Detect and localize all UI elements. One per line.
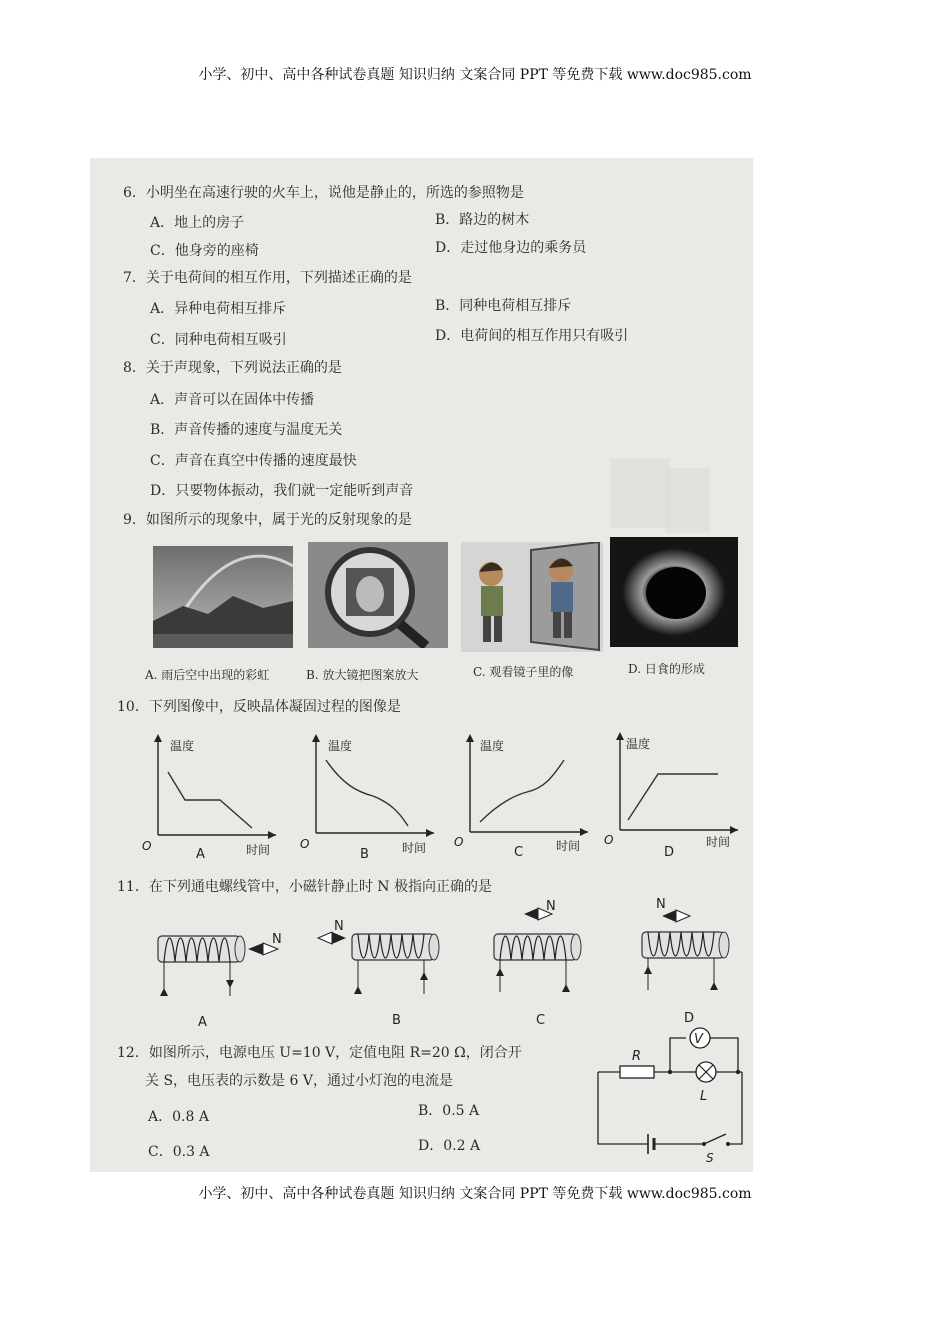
question-9-caption-d: D. 日食的形成 <box>628 662 705 676</box>
graph-b-letter: B <box>360 847 369 860</box>
graph-d-y-label: 温度 <box>626 737 651 751</box>
question-8-option-d: D．只要物体振动，我们就一定能听到声音 <box>150 483 414 499</box>
mirror-photo <box>461 542 603 652</box>
solenoid-c-pole: N <box>546 899 556 914</box>
rainbow-photo <box>153 546 293 648</box>
graph-b-x-label: 时间 <box>402 841 427 855</box>
graph-a-letter: A <box>196 847 205 860</box>
question-6-option-c: C．他身旁的座椅 <box>150 243 259 259</box>
switch-label: S <box>706 1151 714 1165</box>
graph-c-origin: O <box>454 835 464 849</box>
eclipse-photo <box>610 537 738 647</box>
question-8-option-c: C．声音在真空中传播的速度最快 <box>150 453 357 469</box>
question-6-option-b: B．路边的树木 <box>435 212 530 228</box>
resistor-label: R <box>632 1049 642 1064</box>
question-8-option-a: A．声音可以在固体中传播 <box>150 392 315 408</box>
question-9-caption-c: C. 观看镜子里的像 <box>473 665 574 679</box>
graph-d-letter: D <box>664 845 675 860</box>
solenoid-b <box>312 908 452 1028</box>
graph-d <box>602 730 742 860</box>
question-8-stem: 8．关于声现象，下列说法正确的是 <box>123 360 342 376</box>
solenoid-a-letter: A <box>198 1015 207 1030</box>
question-12-stem-line2: 关 S，电压表的示数是 6 V，通过小灯泡的电流是 <box>145 1073 453 1089</box>
graph-a-origin: O <box>142 839 152 853</box>
solenoid-c <box>484 898 594 1028</box>
graph-a-y-label: 温度 <box>170 739 195 753</box>
graph-c-x-label: 时间 <box>556 839 581 853</box>
graph-b-origin: O <box>300 837 310 851</box>
lamp-label: L <box>700 1089 708 1104</box>
question-12-option-a: A．0.8 A <box>148 1109 209 1125</box>
solenoid-d-letter: D <box>684 1011 695 1026</box>
bleed-through-mark <box>665 468 710 533</box>
solenoid-b-pole: N <box>334 919 344 934</box>
question-12-option-b: B．0.5 A <box>418 1103 480 1119</box>
footer-banner: 小学、初中、高中各种试卷真题 知识归纳 文案合同 PPT 等免费下载 www.doc985.com <box>198 1186 752 1202</box>
solenoid-b-letter: B <box>392 1013 401 1028</box>
question-11-stem: 11．在下列通电螺线管中，小磁针静止时 N 极指向正确的是 <box>117 879 492 895</box>
scanned-exam-page <box>90 158 753 1172</box>
question-10-stem: 10．下列图像中，反映晶体凝固过程的图像是 <box>117 699 401 715</box>
graph-b <box>298 730 438 860</box>
solenoid-a-pole: N <box>272 932 282 947</box>
solenoid-d-pole: N <box>656 897 666 912</box>
circuit-diagram <box>590 1020 750 1165</box>
graph-b-y-label: 温度 <box>328 739 353 753</box>
question-9-caption-a: A. 雨后空中出现的彩虹 <box>145 668 270 682</box>
graph-a-x-label: 时间 <box>246 843 271 857</box>
magnifier-photo <box>308 542 448 648</box>
question-6-stem: 6．小明坐在高速行驶的火车上，说他是静止的，所选的参照物是 <box>123 185 524 201</box>
question-7-option-d: D．电荷间的相互作用只有吸引 <box>435 328 629 344</box>
graph-c-y-label: 温度 <box>480 739 505 753</box>
header-banner: 小学、初中、高中各种试卷真题 知识归纳 文案合同 PPT 等免费下载 www.doc985.com <box>198 67 752 83</box>
question-9-caption-b: B. 放大镜把图案放大 <box>306 668 419 682</box>
question-12-option-c: C．0.3 A <box>148 1144 210 1160</box>
graph-c <box>452 730 592 860</box>
question-9-stem: 9．如图所示的现象中，属于光的反射现象的是 <box>123 512 412 528</box>
question-6-option-a: A．地上的房子 <box>150 215 245 231</box>
graph-d-origin: O <box>604 833 614 847</box>
question-7-option-c: C．同种电荷相互吸引 <box>150 332 287 348</box>
graph-a <box>140 730 280 860</box>
question-7-option-a: A．异种电荷相互排斥 <box>150 301 287 317</box>
graph-d-x-label: 时间 <box>706 835 731 849</box>
question-12-option-d: D．0.2 A <box>418 1138 481 1154</box>
voltmeter-label: V <box>694 1032 703 1047</box>
solenoid-d <box>632 894 742 1026</box>
question-6-option-d: D．走过他身边的乘务员 <box>435 240 587 256</box>
question-12-stem-line1: 12．如图所示，电源电压 U=10 V，定值电阻 R=20 Ω，闭合开 <box>117 1045 522 1061</box>
solenoid-a <box>150 910 290 1030</box>
question-7-option-b: B．同种电荷相互排斥 <box>435 298 572 314</box>
question-8-option-b: B．声音传播的速度与温度无关 <box>150 422 343 438</box>
solenoid-c-letter: C <box>536 1013 546 1028</box>
graph-c-letter: C <box>514 845 524 860</box>
question-7-stem: 7．关于电荷间的相互作用，下列描述正确的是 <box>123 270 412 286</box>
bleed-through-mark <box>610 458 670 528</box>
